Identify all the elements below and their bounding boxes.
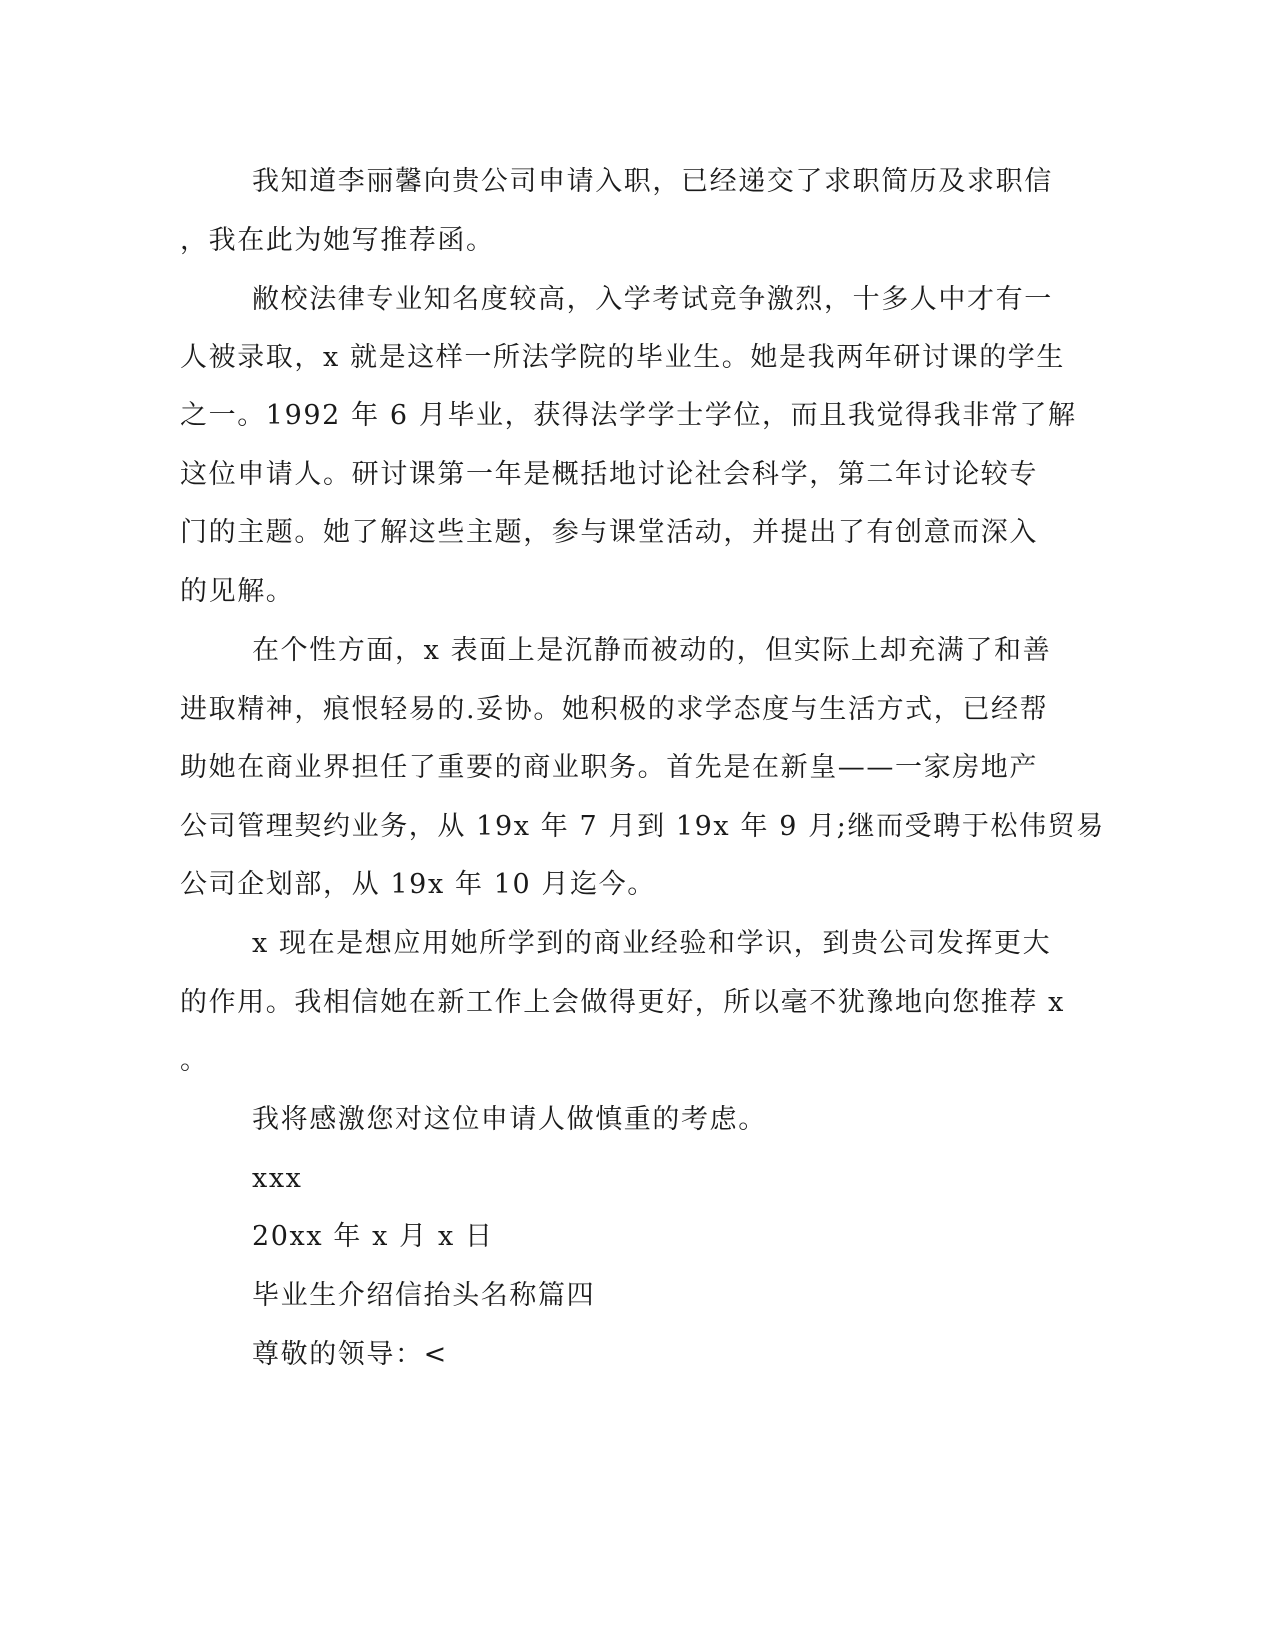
paragraph-3-line-3: 助她在商业界担任了重要的商业职务。首先是在新皇——一家房地产 (180, 752, 1038, 783)
paragraph-4-line-3: 。 (180, 1045, 209, 1076)
paragraph-2-line-4: 这位申请人。研讨课第一年是概括地讨论社会科学，第二年讨论较专 (180, 459, 1038, 490)
paragraph-3-line-1: 在个性方面，x 表面上是沉静而被动的，但实际上却充满了和善 (252, 635, 1052, 666)
paragraph-2-line-1: 敝校法律专业知名度较高，入学考试竞争激烈，十多人中才有一 (252, 284, 1053, 315)
paragraph-2-line-2: 人被录取，x 就是这样一所法学院的毕业生。她是我两年研讨课的学生 (180, 342, 1066, 373)
paragraph-3-line-2: 进取精神，痕恨轻易的.妥协。她积极的求学态度与生活方式，已经帮 (180, 694, 1049, 725)
paragraph-1-line-2: ，我在此为她写推荐函。 (180, 225, 495, 256)
signature-name: xxx (252, 1163, 303, 1194)
paragraph-4-line-1: x 现在是想应用她所学到的商业经验和学识，到贵公司发挥更大 (252, 928, 1052, 959)
paragraph-4-line-2: 的作用。我相信她在新工作上会做得更好，所以毫不犹豫地向您推荐 x (180, 987, 1066, 1018)
paragraph-2-line-3: 之一。1992 年 6 月毕业，获得法学学士学位，而且我觉得我非常了解 (180, 400, 1077, 431)
paragraph-3-line-4: 公司管理契约业务，从 19x 年 7 月到 19x 年 9 月;继而受聘于松伟贸易 (180, 811, 1105, 842)
salutation: 尊敬的领导：< (252, 1339, 448, 1370)
section-heading: 毕业生介绍信抬头名称篇四 (252, 1280, 596, 1311)
paragraph-3-line-5: 公司企划部，从 19x 年 10 月迄今。 (180, 869, 656, 900)
paragraph-2-line-5: 门的主题。她了解这些主题，参与课堂活动，并提出了有创意而深入 (180, 517, 1038, 548)
paragraph-1-line-1: 我知道李丽馨向贵公司申请入职，已经递交了求职简历及求职信 (252, 166, 1053, 197)
closing-sentence: 我将感激您对这位申请人做慎重的考虑。 (252, 1104, 767, 1135)
paragraph-2-line-6: 的见解。 (180, 576, 295, 607)
signature-date: 20xx 年 x 月 x 日 (252, 1221, 494, 1252)
